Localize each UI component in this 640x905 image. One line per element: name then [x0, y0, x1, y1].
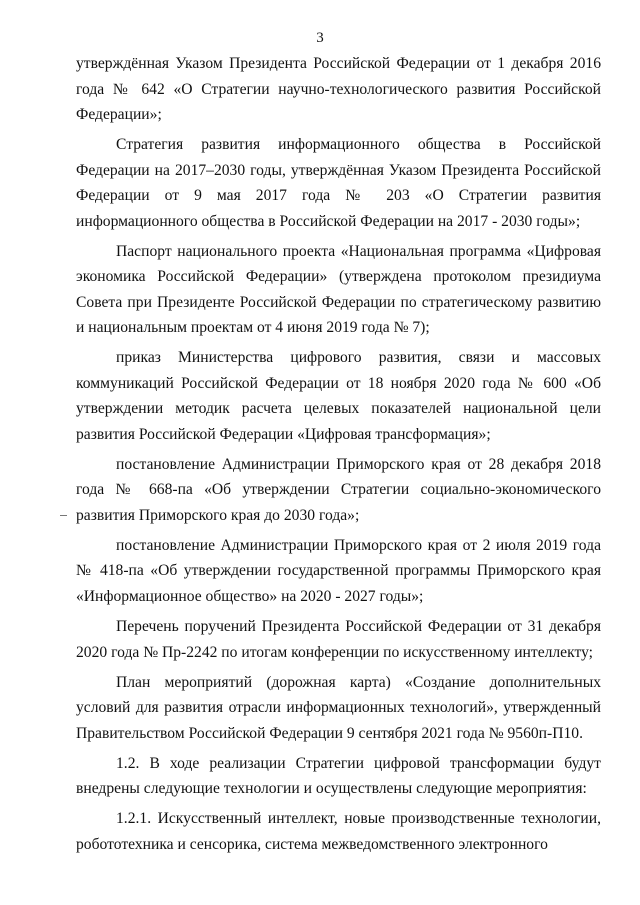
paragraph-section-1-2-1: 1.2.1. Искусственный интеллект, новые производственные технологии, робототехника и сенсорика, система межведомственного электронного: [76, 810, 601, 853]
paragraph-ministry-order: приказ Министерства цифрового развития, связи и массовых коммуникаций Российской Федерации от 18 ноября 2020 года № 600 «Об утверждении методик расчета целевых показателей национальной цели развития Российской Федерации «Цифровая трансформация»;: [76, 349, 601, 443]
document-body: [76, 51, 601, 862]
margin-mark: [60, 515, 67, 516]
page-number: 3: [316, 30, 324, 46]
paragraph-resolution-668: постановление Администрации Приморского края от 28 декабря 2018 года № 668-па «Об утверждении Стратегии социально-экономического развития Приморского края до 2030 года»;: [76, 455, 601, 524]
paragraph-section-1-2: 1.2. В ходе реализации Стратегии цифровой трансформации будут внедрены следующие технологии и осуществлены следующие мероприятия:: [76, 754, 601, 798]
paragraph-strategy-information-society: Стратегия развития информационного общества в Российской Федерации на 2017–2030 годы, утверждённая Указом Президента Российской Федерации от 9 мая 2017 года № 203 «О Стратегии развития информационного общества в Российской Федерации на 2017 - 2030 годы»;: [76, 136, 601, 230]
paragraph-strategy-scientific: утверждённая Указом Президента Российской Федерации от 1 декабря 2016 года № 642 «О Стратегии научно-технологического развития Российской Федерации»;: [76, 55, 601, 123]
paragraph-resolution-418: постановление Администрации Приморского края от 2 июля 2019 года № 418-па «Об утверждении государственной программы Приморского края «Информационное общество» на 2020 - 2027 годы»;: [76, 536, 601, 605]
paragraph-roadmap: План мероприятий (дорожная карта) «Создание дополнительных условий для развития отрасли информационных технологий», утвержденный Правительством Российской Федерации 9 сентября 2021 года № 9560п-П10.: [76, 673, 601, 742]
paragraph-national-project-passport: Паспорт национального проекта «Национальная программа «Цифровая экономика Российской Федерации» (утверждена протоколом президиума Совета при Президенте Российской Федерации по стратегическому развитию и национальным проектам от 4 июня 2019 года № 7);: [76, 242, 601, 337]
paragraph-president-instructions: Перечень поручений Президента Российской Федерации от 31 декабря 2020 года № Пр-2242 по итогам конференции по искусственному интеллекту;: [76, 618, 601, 661]
